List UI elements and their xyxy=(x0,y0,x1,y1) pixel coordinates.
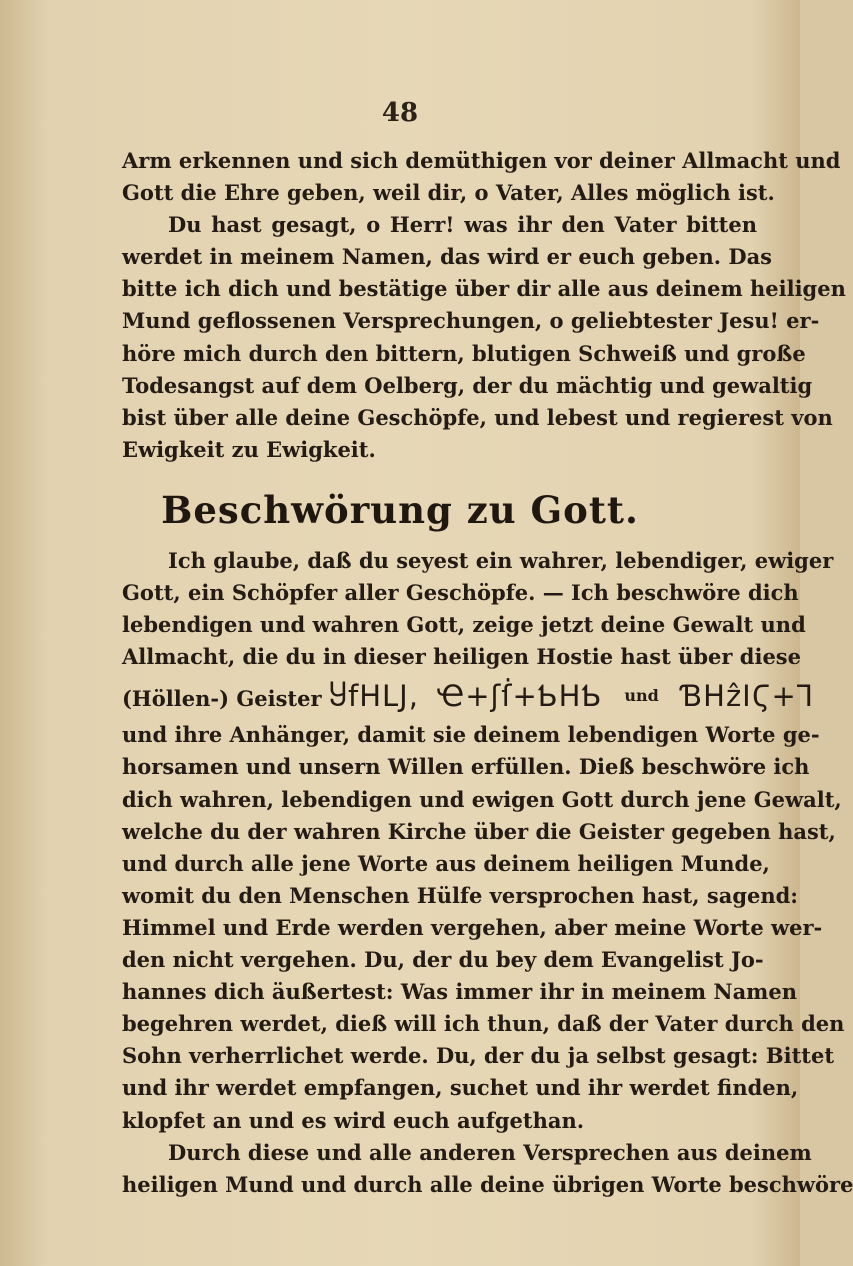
text-line: werdet in meinem Namen, das wird er euch geben. Das xyxy=(122,244,772,270)
text-line: womit du den Menschen Hülfe versprochen hast, sagend: xyxy=(122,882,799,908)
text-line: und durch alle jene Worte aus deinem heiligen Munde, xyxy=(122,850,770,876)
text-line: bist über alle deine Geschöpfe, und lebest und regierest von xyxy=(122,404,833,430)
text-line: den nicht vergehen. Du, der du bey dem Evangelist Jo- xyxy=(122,947,764,973)
paragraph-invocation xyxy=(122,545,853,1201)
section-heading: Beschwörung zu Gott. xyxy=(161,488,639,532)
text-line: Himmel und Erde werden vergehen, aber meine Worte wer- xyxy=(122,914,823,940)
symbol-group-3: ƁHẑⅠϚ+Ꞁ xyxy=(680,679,814,714)
text-line: Sohn verherrlichet werde. Du, der du ja selbst gesagt: Bittet xyxy=(122,1043,835,1069)
text-line: hannes dich äußertest: Was immer ihr in meinem Namen xyxy=(122,979,798,1005)
text-line: höre mich durch den bittern, blutigen Schweiß und große xyxy=(122,340,806,366)
text-line: lebendigen und wahren Gott, zeige jetzt deine Gewalt und xyxy=(122,612,806,638)
text-line: und ihre Anhänger, damit sie deinem lebendigen Worte ge- xyxy=(122,722,820,748)
text-line: dich wahren, lebendigen und ewigen Gott durch jene Gewalt, xyxy=(122,786,842,812)
symbol-line-prefix: (Höllen-) Geister xyxy=(122,686,322,712)
text-line: Du hast gesagt, o Herr! was ihr den Vater bitten xyxy=(168,212,757,238)
symbol-line xyxy=(122,673,814,719)
symbol-conjunction: und xyxy=(624,686,659,706)
text-line: Gott die Ehre geben, weil dir, o Vater, Alles möglich ist. xyxy=(122,180,775,206)
text-line: begehren werdet, dieß will ich thun, daß der Vater durch den xyxy=(122,1011,845,1037)
text-line: Durch diese und alle anderen Versprechen aus deinem xyxy=(168,1139,812,1165)
text-line: und ihr werdet empfangen, suchet und ihr werdet finden, xyxy=(122,1075,799,1101)
text-line: Todesangst auf dem Oelberg, der du mächtig und gewaltig xyxy=(122,372,813,398)
text-line: welche du der wahren Kirche über die Geister gegeben hast, xyxy=(122,818,836,844)
symbol-group-2: Ҽ+ʃẛ+ƄHƄ xyxy=(436,679,603,714)
text-line: klopfet an und es wird euch aufgethan. xyxy=(122,1107,585,1133)
text-line: heiligen Mund und durch alle deine übrigen Worte beschwöre xyxy=(122,1171,853,1197)
spirit-symbols xyxy=(329,673,814,719)
text-line: Ich glaube, daß du seyest ein wahrer, lebendiger, ewiger xyxy=(168,548,834,573)
paragraph-prayer xyxy=(122,145,846,466)
text-line: Arm erkennen und sich demüthigen vor deiner Allmacht und xyxy=(122,148,841,173)
text-line: bitte ich dich und bestätige über dir alle aus deinem heiligen xyxy=(122,276,846,302)
symbol-group-1: ႸfHⅬJ, xyxy=(328,679,419,714)
text-line: Allmacht, die du in dieser heiligen Hostie hast über diese xyxy=(122,644,801,670)
text-line: Gott, ein Schöpfer aller Geschöpfe. — Ich beschwöre dich xyxy=(122,580,799,606)
page-number: 48 xyxy=(381,98,419,128)
text-line: horsamen und unsern Willen erfüllen. Dieß beschwöre ich xyxy=(122,754,810,780)
text-line: Ewigkeit zu Ewigkeit. xyxy=(122,436,376,462)
text-line: Mund geflossenen Versprechungen, o geliebtester Jesu! er- xyxy=(122,308,820,334)
